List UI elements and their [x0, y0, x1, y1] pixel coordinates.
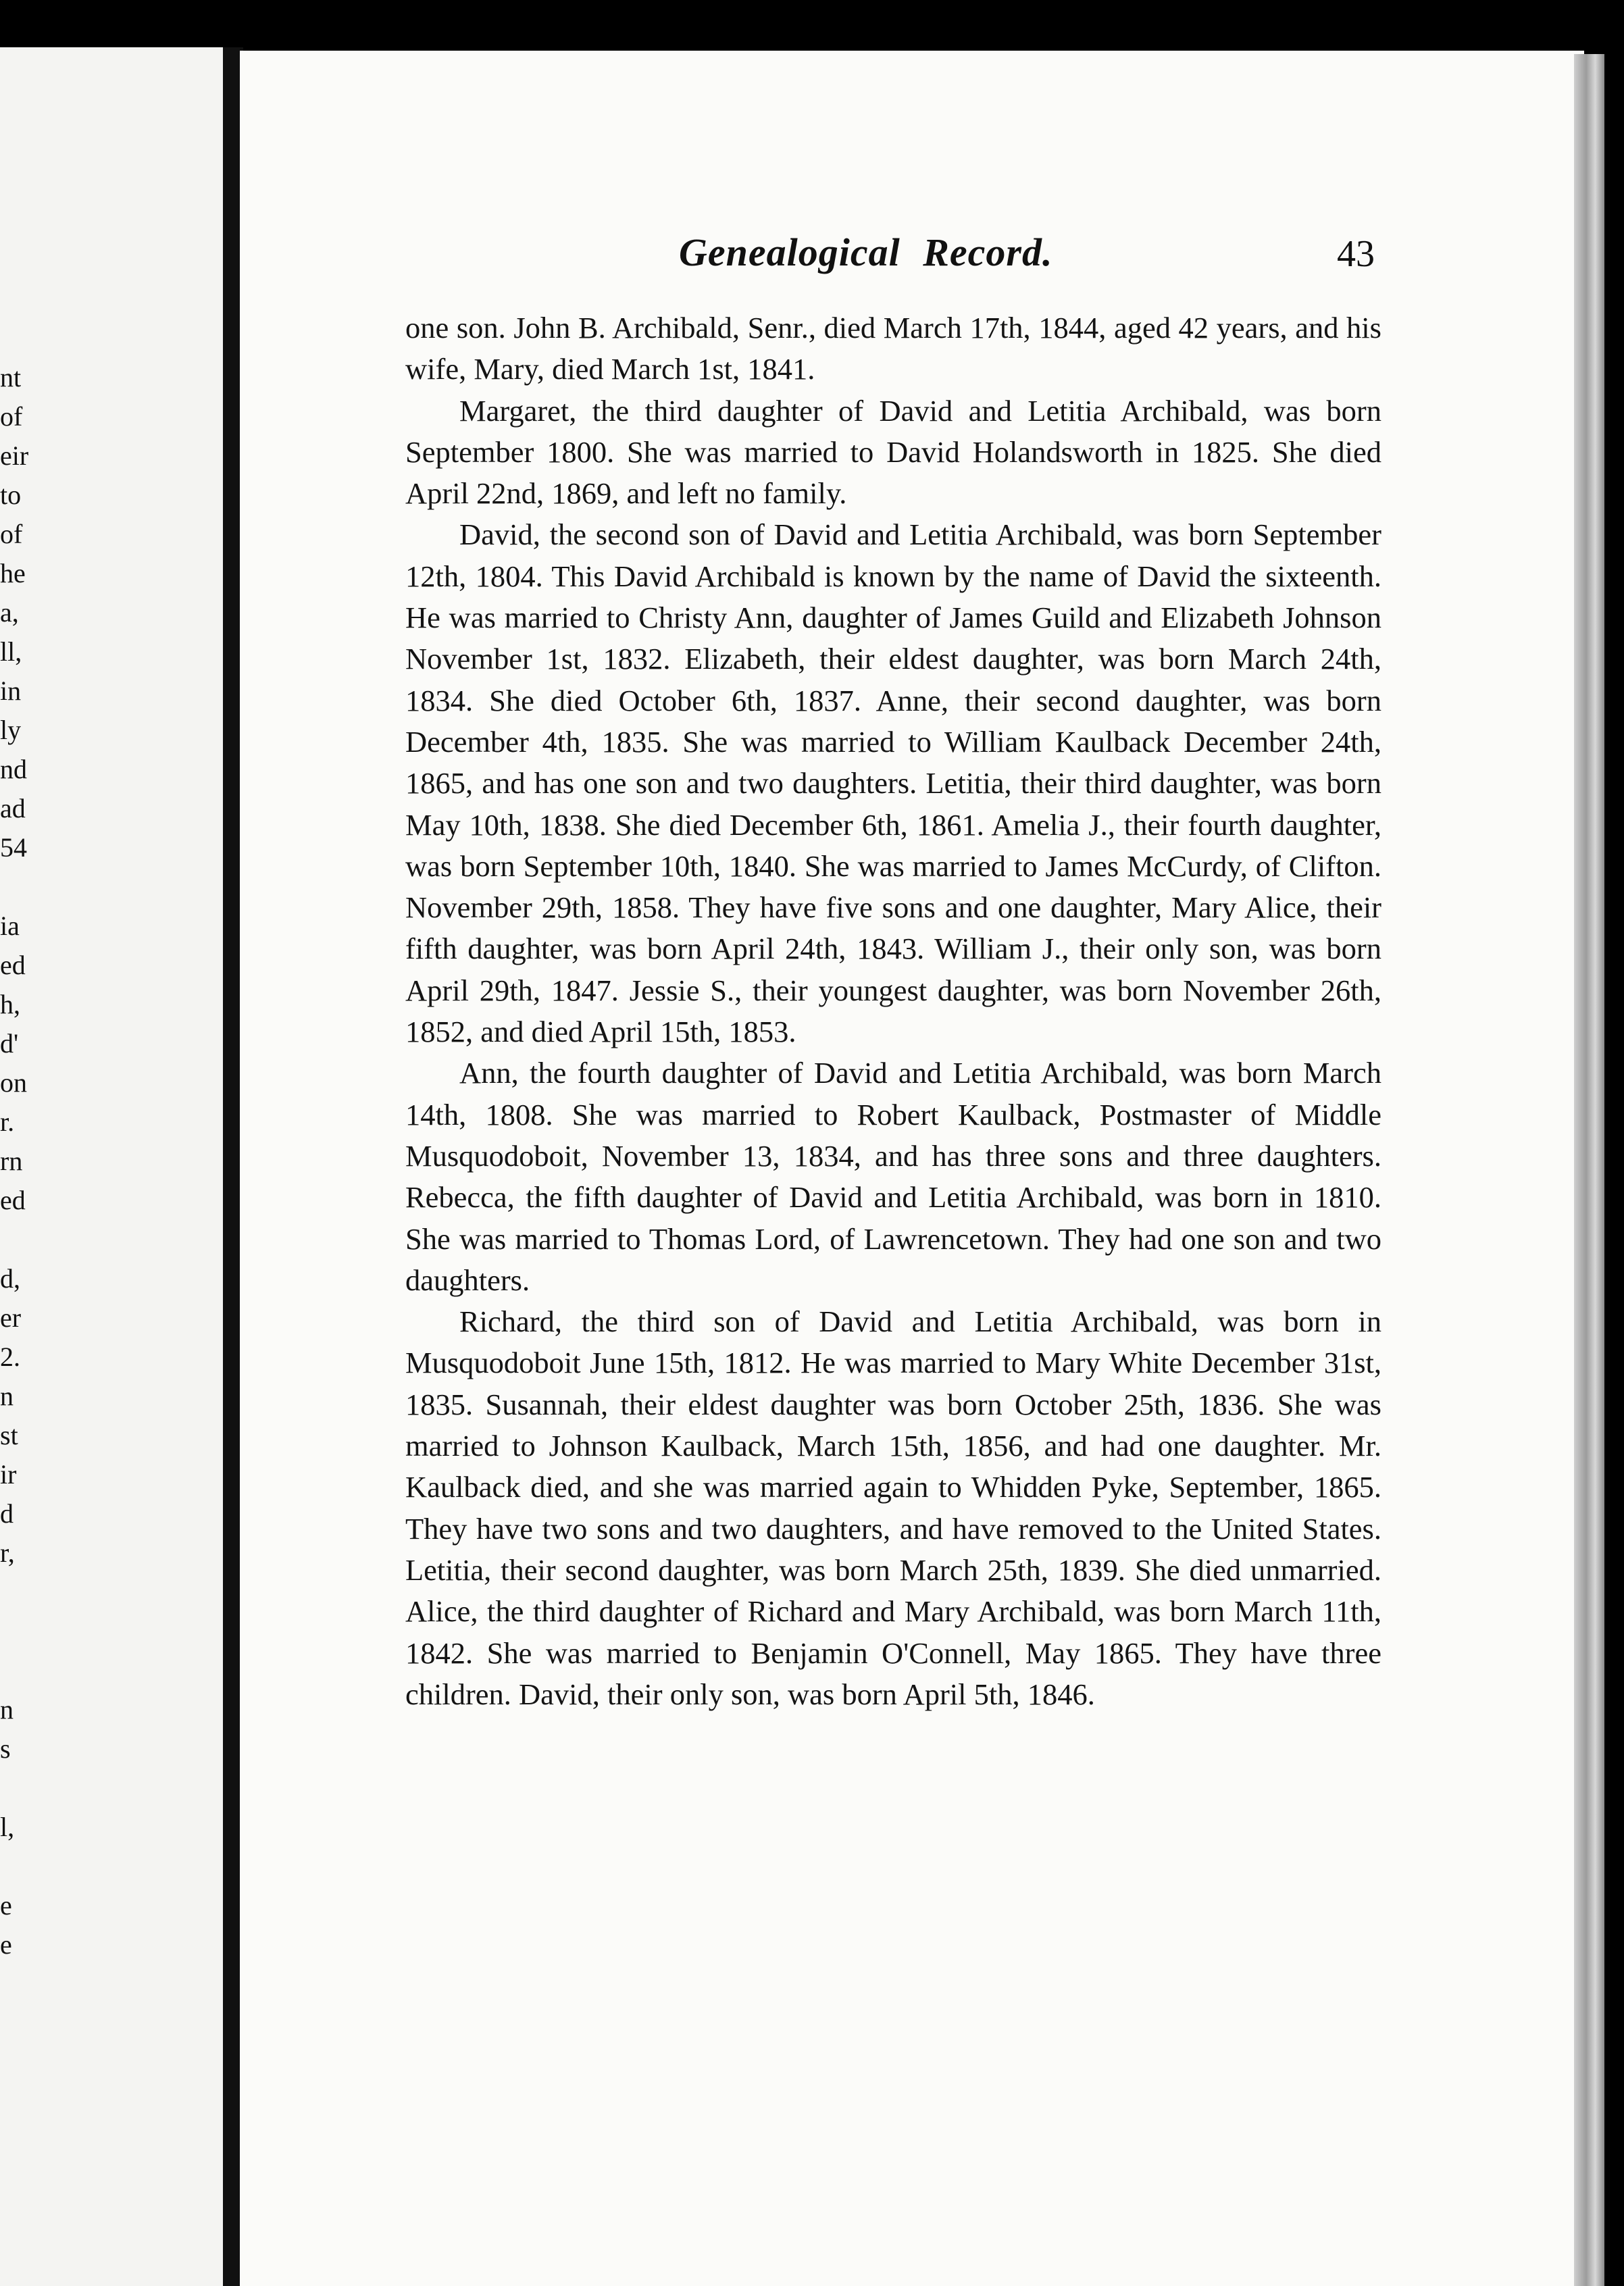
fragment-line: of	[0, 401, 23, 432]
fragment-line: n	[0, 1381, 14, 1411]
fragment-line: 54	[0, 832, 27, 863]
facing-page	[0, 47, 223, 2286]
fragment-line: ir	[0, 1459, 17, 1490]
fragment-line: st	[0, 1420, 18, 1450]
fragment-line: on	[0, 1067, 27, 1098]
fragment-line: d'	[0, 1028, 19, 1059]
fragment-line: ed	[0, 950, 26, 980]
page-edge	[1574, 54, 1604, 2286]
fragment-line: h,	[0, 989, 20, 1019]
fragment-line: of	[0, 519, 23, 549]
fragment-line: he	[0, 558, 26, 588]
fragment-line: rn	[0, 1146, 23, 1176]
body-text	[405, 307, 1381, 1715]
running-title: Genealogical Record.	[679, 230, 1053, 274]
paragraph: one son. John B. Archibald, Senr., died March 17th, 1844, aged 42 years, and his wife, Mary, died March 1st, 1841.	[405, 311, 1381, 386]
paragraph: Richard, the third son of David and Letitia Archibald, was born in Musquodoboit June 15th, 1812. He was married to Mary White December 31st, 1835. Susannah, their eldest daughter was born October 25th, 1836. She was married to Johnson Kaulback, March 15th, 1856, and had one daughter. Mr. Kaulback died, and she was married again to Whidden Pyke, September, 1865. They have two sons and two daughters, and have removed to the United States. Letitia, their second daughter, was born March 25th, 1839. She died unmarried. Alice, the third daughter of Richard and Mary Archibald, was born March 11th, 1842. She was married to Benjamin O'Connell, May 1865. They have three children. David, their only son, was born April 5th, 1846.	[405, 1304, 1381, 1711]
scan-border	[1604, 0, 1624, 2286]
fragment-line: 2.	[0, 1342, 20, 1372]
fragment-line: r.	[0, 1107, 15, 1137]
paragraph: David, the second son of David and Letitia Archibald, was born September 12th, 1804. This David Archibald is known by the name of David the sixteenth. He was married to Christy Ann, daughter of James Guild and Elizabeth Johnson November 1st, 1832. Elizabeth, their eldest daughter, was born March 24th, 1834. She died October 6th, 1837. Anne, their second daughter, was born December 4th, 1835. She was married to William Kaulback December 24th, 1865, and has one son and two daughters. Letitia, their third daughter, was born May 10th, 1838. She died December 6th, 1861. Amelia J., their fourth daughter, was born September 10th, 1840. She was married to James McCurdy, of Clifton. November 29th, 1858. They have five sons and one daughter, Mary Alice, their fifth daughter, was born April 24th, 1843. William J., their only son, was born April 29th, 1847. Jessie S., their youngest daughter, was born November 26th, 1852, and died April 15th, 1853.	[405, 517, 1381, 1049]
fragment-line: d,	[0, 1263, 20, 1294]
fragment-line: s	[0, 1733, 11, 1764]
fragment-line: nd	[0, 754, 27, 784]
fragment-line: nt	[0, 362, 22, 392]
fragment-line: eir	[0, 440, 29, 471]
fragment-line: a,	[0, 597, 19, 628]
paragraph: Ann, the fourth daughter of David and Letitia Archibald, was born March 14th, 1808. She was married to Robert Kaulback, Postmaster of Middle Musquodoboit, November 13, 1834, and has three sons and three daughters. Rebecca, the fifth daughter of David and Letitia Archibald, was born in 1810. She was married to Thomas Lord, of Lawrencetown. They had one son and two daughters.	[405, 1056, 1381, 1297]
fragment-line: n	[0, 1694, 14, 1725]
fragment-line: ad	[0, 793, 26, 823]
fragment-line: in	[0, 676, 22, 706]
fragment-line: ll,	[0, 636, 22, 667]
paragraph: Margaret, the third daughter of David and Letitia Archibald, was born September 1800. She was married to David Holandsworth in 1825. She died April 22nd, 1869, and left no family.	[405, 393, 1381, 511]
fragment-line: e	[0, 1890, 12, 1921]
fragment-line: r,	[0, 1538, 15, 1568]
fragment-line: ly	[0, 715, 22, 745]
fragment-line: d	[0, 1498, 14, 1529]
fragment-line: l,	[0, 1812, 15, 1842]
fragment-line: ed	[0, 1185, 26, 1215]
fragment-line: ia	[0, 911, 20, 941]
fragment-line: er	[0, 1302, 22, 1333]
page-header	[679, 230, 1375, 290]
fragment-line: to	[0, 480, 22, 510]
fragment-line: e	[0, 1929, 12, 1960]
page-number: 43	[1337, 233, 1375, 275]
